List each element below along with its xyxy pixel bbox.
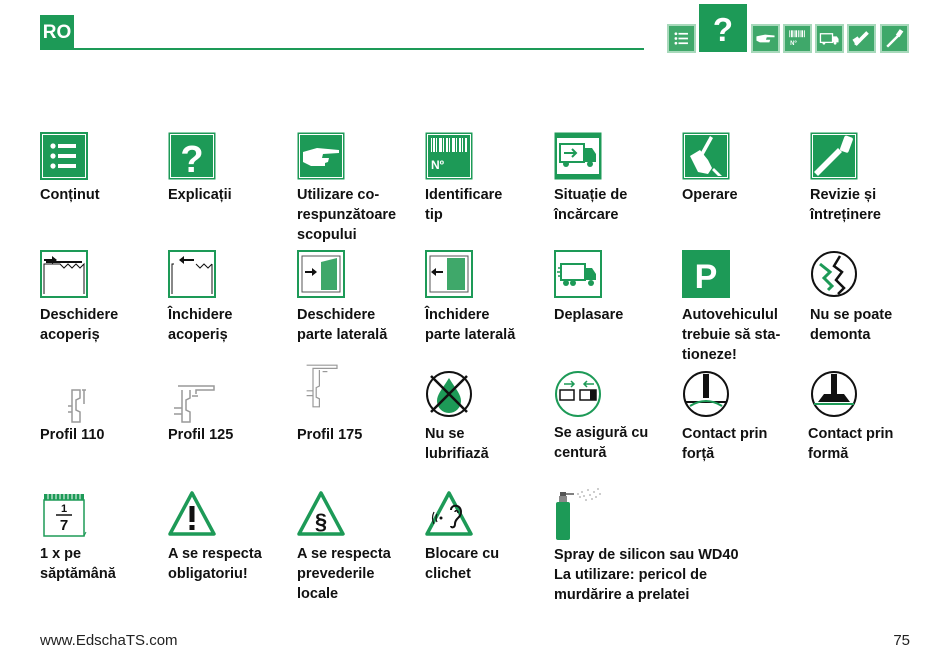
close-side-icon bbox=[425, 250, 473, 298]
symbol-label: Profil 125 bbox=[168, 427, 234, 443]
loading-icon bbox=[554, 132, 602, 180]
force-contact-icon bbox=[682, 370, 730, 418]
weekly-calendar-icon bbox=[40, 492, 88, 540]
symbol-label: Operare bbox=[682, 187, 738, 203]
symbol-label: Spray de silicon sau WD40 La utilizare: pericol de murdărire a prelatei bbox=[554, 547, 739, 603]
contents-icon bbox=[40, 132, 88, 180]
symbol-label: A se respecta obligatoriu! bbox=[168, 546, 262, 582]
operation-icon bbox=[682, 132, 730, 180]
symbol-label: Se asigură cu centură bbox=[554, 425, 649, 461]
profile-175-icon bbox=[297, 362, 345, 410]
symbol-label: A se respecta prevederile locale bbox=[297, 546, 391, 602]
footer-url[interactable]: www.EdschaTS.com bbox=[40, 632, 178, 649]
nav-maintenance-icon[interactable] bbox=[880, 24, 909, 53]
svg-text:?: ? bbox=[712, 10, 734, 48]
symbol-label: Utilizare co- respunzătoare scopului bbox=[297, 187, 397, 243]
nav-intended-use-icon[interactable] bbox=[751, 24, 780, 53]
symbol-label: Profil 175 bbox=[297, 427, 363, 443]
header-rule bbox=[40, 48, 644, 50]
parking-icon bbox=[682, 250, 730, 298]
svg-text:?: ? bbox=[180, 139, 204, 180]
symbol-label: Revizie și întreținere bbox=[810, 187, 881, 223]
language-badge: RO bbox=[40, 15, 74, 50]
no-disassembly-icon bbox=[810, 250, 858, 298]
symbol-label: Nu se poate demonta bbox=[810, 307, 893, 343]
warning-icon bbox=[168, 490, 216, 538]
symbol-label: Situație de încărcare bbox=[554, 187, 628, 223]
type-id-icon bbox=[425, 132, 473, 180]
fraction-bottom: 7 bbox=[59, 517, 69, 534]
nav-operation-icon[interactable] bbox=[847, 24, 876, 53]
profile-125-icon bbox=[168, 380, 216, 428]
no-lubrication-icon bbox=[425, 370, 473, 418]
explanations-icon bbox=[168, 132, 216, 180]
svg-text:P: P bbox=[694, 258, 718, 296]
symbol-label: Autovehiculul trebuie să sta- tioneze! bbox=[682, 307, 781, 363]
symbol-label: Blocare cu clichet bbox=[425, 546, 500, 582]
symbol-label: Închidere acoperiș bbox=[168, 307, 233, 343]
driving-icon bbox=[554, 250, 602, 298]
symbol-label: Deschidere acoperiș bbox=[40, 307, 119, 343]
open-roof-icon bbox=[40, 250, 88, 298]
form-contact-icon bbox=[810, 370, 858, 418]
svg-text:Nº: Nº bbox=[431, 158, 445, 172]
symbol-label: Explicații bbox=[168, 187, 232, 203]
open-side-icon bbox=[297, 250, 345, 298]
symbol-label: Profil 110 bbox=[40, 427, 105, 443]
symbol-label: Deschidere parte laterală bbox=[297, 307, 388, 343]
section-sign: § bbox=[314, 509, 328, 534]
maintenance-icon bbox=[810, 132, 858, 180]
fraction-top: 1 bbox=[60, 503, 68, 515]
symbol-label: Contact prin formă bbox=[808, 426, 894, 462]
symbol-label: Contact prin forță bbox=[682, 426, 768, 462]
profile-110-icon bbox=[58, 380, 106, 428]
nav-contents-icon[interactable] bbox=[667, 24, 696, 53]
intended-use-icon bbox=[297, 132, 345, 180]
page-number: 75 bbox=[893, 632, 910, 649]
nav-loading-icon[interactable] bbox=[815, 24, 844, 53]
symbol-label: Închidere parte laterală bbox=[425, 307, 516, 343]
nav-type-id-icon[interactable] bbox=[783, 24, 812, 53]
symbol-label: Nu se lubrifiază bbox=[425, 426, 489, 462]
strap-secure-icon bbox=[554, 370, 602, 418]
nav-explanations-icon[interactable] bbox=[699, 4, 747, 52]
symbol-label: Conținut bbox=[40, 187, 100, 203]
local-regulations-icon bbox=[297, 490, 345, 538]
symbol-label: 1 x pe săptămână bbox=[40, 546, 116, 582]
spray-can-icon bbox=[554, 486, 610, 542]
close-roof-icon bbox=[168, 250, 216, 298]
hearing-protection-icon bbox=[425, 490, 473, 538]
svg-text:Nº: Nº bbox=[790, 40, 797, 47]
symbol-label: Identificare tip bbox=[425, 187, 503, 223]
symbol-label: Deplasare bbox=[554, 307, 624, 323]
